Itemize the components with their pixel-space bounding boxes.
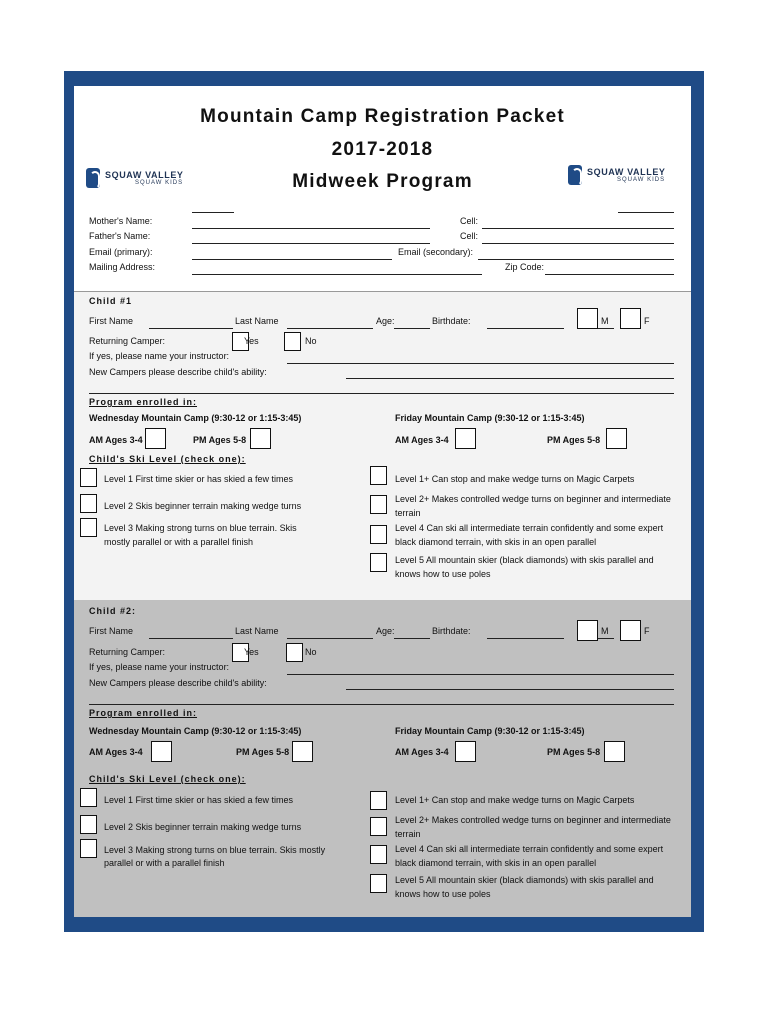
child1-male-label: M [601, 316, 609, 326]
child2-wed-pm-checkbox[interactable] [292, 741, 313, 762]
child2-heading: Child #2: [89, 606, 137, 616]
child2-yes-label: Yes [244, 647, 259, 657]
child2-level3-text-2: parallel or with a parallel finish [104, 858, 225, 868]
child1-wed-pm-checkbox[interactable] [250, 428, 271, 449]
squaw-valley-logo-icon [86, 168, 100, 188]
child1-instructor-label: If yes, please name your instructor: [89, 351, 230, 361]
child2-level3-checkbox[interactable] [80, 839, 97, 858]
child1-ability-field[interactable] [346, 378, 674, 379]
child1-last-name-label: Last Name [235, 316, 279, 326]
child1-level4-text-2: black diamond terrain, with skis in an open parallel [395, 537, 597, 547]
mother-cell-label: Cell: [460, 216, 479, 226]
child1-new-campers-label: New Campers please describe child's ability: [89, 367, 267, 377]
child2-female-checkbox[interactable] [620, 620, 641, 641]
child1-wed-pm-label: PM Ages 5-8 [193, 435, 247, 445]
email-secondary-field[interactable] [478, 259, 674, 260]
child2-fri-am-checkbox[interactable] [455, 741, 476, 762]
child2-male-label: M [601, 626, 609, 636]
child2-level2plus-text: Level 2+ Makes controlled wedge turns on beginner and intermediate [395, 815, 671, 825]
child2-instructor-label: If yes, please name your instructor: [89, 662, 230, 672]
child2-last-name-label: Last Name [235, 626, 279, 636]
child1-fri-am-checkbox[interactable] [455, 428, 476, 449]
child1-program-heading: Program enrolled in: [89, 397, 198, 407]
child2-level1plus-text: Level 1+ Can stop and make wedge turns on Magic Carpets [395, 795, 635, 805]
zip-code-field[interactable] [545, 274, 674, 275]
divider [598, 328, 614, 329]
child1-level2plus-text: Level 2+ Makes controlled wedge turns on beginner and intermediate [395, 494, 671, 504]
child2-level5-text-2: knows how to use poles [395, 889, 491, 899]
zip-code-label: Zip Code: [505, 262, 545, 272]
child2-wed-am-label: AM Ages 3-4 [89, 747, 143, 757]
child1-instructor-field[interactable] [287, 363, 674, 364]
child1-heading: Child #1 [89, 296, 133, 306]
child1-birthdate-label: Birthdate: [432, 316, 471, 326]
child2-new-campers-label: New Campers please describe child's ability: [89, 678, 267, 688]
email-primary-field[interactable] [192, 259, 392, 260]
logo-subtext: SQUAW KIDS [617, 176, 666, 183]
child2-birthdate-field[interactable] [487, 638, 564, 639]
mother-name-label: Mother's Name: [89, 216, 153, 226]
child1-female-checkbox[interactable] [620, 308, 641, 329]
child1-level3-checkbox[interactable] [80, 518, 97, 537]
child1-birthdate-field[interactable] [487, 328, 564, 329]
logo-subtext: SQUAW KIDS [135, 179, 184, 186]
child1-level1plus-text: Level 1+ Can stop and make wedge turns on Magic Carpets [395, 474, 635, 484]
child1-ability-field-2[interactable] [89, 393, 674, 394]
child1-first-name-field[interactable] [149, 328, 233, 329]
email-primary-label: Email (primary): [89, 247, 153, 257]
child2-age-label: Age: [376, 626, 395, 636]
child2-level2plus-text-2: terrain [395, 829, 421, 839]
child2-fri-pm-label: PM Ages 5-8 [547, 747, 601, 757]
child2-level2-text: Level 2 Skis beginner terrain making wedge turns [104, 822, 302, 832]
child1-level1-text: Level 1 First time skier or has skied a few times [104, 474, 294, 484]
child1-level2-text: Level 2 Skis beginner terrain making wedge turns [104, 501, 302, 511]
mailing-address-label: Mailing Address: [89, 262, 156, 272]
child1-age-field[interactable] [394, 328, 430, 329]
child2-birthdate-label: Birthdate: [432, 626, 471, 636]
child1-level5-text-2: knows how to use poles [395, 569, 491, 579]
child1-returning-label: Returning Camper: [89, 336, 166, 346]
father-name-label: Father's Name: [89, 231, 151, 241]
child2-age-field[interactable] [394, 638, 430, 639]
child1-level1plus-checkbox[interactable] [370, 466, 387, 485]
child2-first-name-field[interactable] [149, 638, 233, 639]
father-cell-field[interactable] [482, 243, 674, 244]
child2-level4-checkbox[interactable] [370, 845, 387, 864]
child2-no-label: No [305, 647, 317, 657]
child2-program-heading: Program enrolled in: [89, 708, 198, 718]
child1-ski-level-heading: Child's Ski Level (check one): [89, 454, 246, 464]
child2-fri-am-label: AM Ages 3-4 [395, 747, 449, 757]
child1-level1-checkbox[interactable] [80, 468, 97, 487]
child1-age-label: Age: [376, 316, 395, 326]
child1-level2plus-checkbox[interactable] [370, 495, 387, 514]
child2-level2-checkbox[interactable] [80, 815, 97, 834]
child2-fri-pm-checkbox[interactable] [604, 741, 625, 762]
child2-level3-text: Level 3 Making strong turns on blue terrain. Skis mostly [104, 845, 326, 855]
child2-returning-label: Returning Camper: [89, 647, 166, 657]
child2-last-name-field[interactable] [287, 638, 373, 639]
child1-no-label: No [305, 336, 317, 346]
logo-left [86, 168, 184, 188]
child1-wed-am-label: AM Ages 3-4 [89, 435, 143, 445]
child2-ski-level-heading: Child's Ski Level (check one): [89, 774, 246, 784]
logo-text: SQUAW VALLEY [105, 169, 184, 180]
child1-first-name-label: First Name [89, 316, 134, 326]
child2-male-checkbox[interactable] [577, 620, 598, 641]
child2-level1-text: Level 1 First time skier or has skied a few times [104, 795, 294, 805]
child1-level2plus-text-2: terrain [395, 508, 421, 518]
child1-yes-label: Yes [244, 336, 259, 346]
child2-wed-am-checkbox[interactable] [151, 741, 172, 762]
child2-level2plus-checkbox[interactable] [370, 817, 387, 836]
squaw-valley-logo-icon [568, 165, 582, 185]
child1-wednesday-camp: Wednesday Mountain Camp (9:30-12 or 1:15-3:45) [89, 413, 302, 423]
child1-level5-text: Level 5 All mountain skier (black diamonds) with skis parallel and [395, 555, 654, 565]
child1-male-checkbox[interactable] [577, 308, 598, 329]
child2-instructor-field[interactable] [287, 674, 674, 675]
child2-female-label: F [644, 626, 650, 636]
child1-fri-pm-label: PM Ages 5-8 [547, 435, 601, 445]
mailing-address-field[interactable] [192, 274, 482, 275]
child1-level3-text: Level 3 Making strong turns on blue terrain. Skis [104, 523, 297, 533]
child1-level4-text: Level 4 Can ski all intermediate terrain confidently and some expert [395, 523, 664, 533]
child1-wed-am-checkbox[interactable] [145, 428, 166, 449]
child2-wednesday-camp: Wednesday Mountain Camp (9:30-12 or 1:15-3:45) [89, 726, 302, 736]
child2-ability-field-2[interactable] [89, 704, 674, 705]
child2-returning-no-checkbox[interactable] [286, 643, 303, 662]
child1-level2-checkbox[interactable] [80, 494, 97, 513]
child1-returning-no-checkbox[interactable] [284, 332, 301, 351]
child2-level5-checkbox[interactable] [370, 874, 387, 893]
child2-level4-text: Level 4 Can ski all intermediate terrain confidently and some expert [395, 844, 664, 854]
child2-wed-pm-label: PM Ages 5-8 [236, 747, 290, 757]
child1-level3-text-2: mostly parallel or with a parallel finish [104, 537, 254, 547]
child1-fri-pm-checkbox[interactable] [606, 428, 627, 449]
child1-last-name-field[interactable] [287, 328, 373, 329]
logo-text: SQUAW VALLEY [587, 166, 666, 177]
child2-level4-text-2: black diamond terrain, with skis in an open parallel [395, 858, 597, 868]
page-title: Mountain Camp Registration Packet [200, 106, 565, 127]
logo-right [568, 165, 666, 185]
father-cell-label: Cell: [460, 231, 479, 241]
mother-name-field[interactable] [192, 228, 430, 229]
child1-level4-checkbox[interactable] [370, 525, 387, 544]
program-name: Midweek Program [292, 171, 473, 192]
child1-friday-camp: Friday Mountain Camp (9:30-12 or 1:15-3:45) [395, 413, 585, 423]
divider [618, 212, 674, 213]
father-name-field[interactable] [192, 243, 430, 244]
child2-first-name-label: First Name [89, 626, 134, 636]
child2-ability-field[interactable] [346, 689, 674, 690]
child2-level1-checkbox[interactable] [80, 788, 97, 807]
divider [598, 638, 614, 639]
child1-level5-checkbox[interactable] [370, 553, 387, 572]
email-secondary-label: Email (secondary): [398, 247, 474, 257]
child1-female-label: F [644, 316, 650, 326]
child1-fri-am-label: AM Ages 3-4 [395, 435, 449, 445]
season-year: 2017-2018 [331, 139, 434, 160]
divider [192, 212, 234, 213]
child2-level1plus-checkbox[interactable] [370, 791, 387, 810]
child2-level5-text: Level 5 All mountain skier (black diamonds) with skis parallel and [395, 875, 654, 885]
mother-cell-field[interactable] [482, 228, 674, 229]
child2-friday-camp: Friday Mountain Camp (9:30-12 or 1:15-3:45) [395, 726, 585, 736]
